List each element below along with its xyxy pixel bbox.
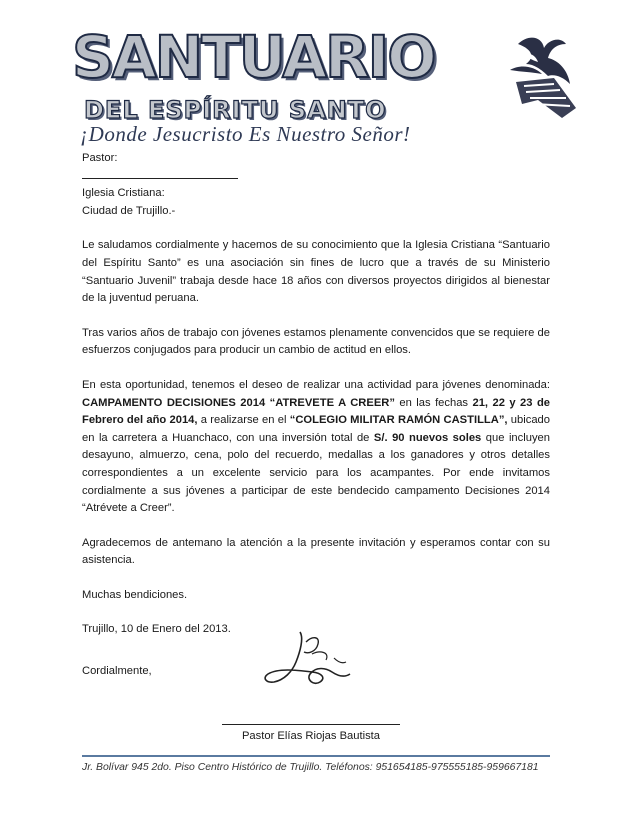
letter-date: Trujillo, 10 de Enero del 2013. [82, 623, 231, 636]
letter-body [82, 150, 550, 681]
event-dates: 21, 22 y 23 de Febrero del año 2014, [82, 396, 551, 427]
salutation-city: Ciudad de Trujillo.- [82, 204, 176, 217]
letterhead [0, 0, 638, 150]
signature-line [222, 724, 400, 725]
event-venue: “COLEGIO MILITAR RAMÓN CASTILLA”, [289, 414, 508, 427]
handwritten-signature [260, 628, 356, 700]
event-cost: S/. 90 nuevos soles [373, 431, 482, 444]
dove-flame-icon [504, 30, 584, 122]
letter-closing: Cordialmente, [82, 665, 152, 678]
name-blank-line [82, 168, 550, 186]
footer-address: Jr. Bolívar 945 2do. Piso Centro Histórico de Trujillo. Teléfonos: 951654185-975555185-959667181 [82, 762, 539, 773]
salutation-pastor: Pastor: [82, 152, 118, 164]
salutation-church: Iglesia Cristiana: [82, 187, 165, 200]
logo-title: SANTUARIO [72, 23, 435, 91]
logo-subtitle: DEL ESPÍRITU SANTO [84, 96, 387, 124]
logo-tagline: ¡Donde Jesucristo Es Nuestro Señor! [80, 122, 411, 146]
paragraph-thanks: Agradecemos de antemano la atención a la presente invitación y esperamos contar con su asistencia. [82, 536, 550, 567]
paragraph-blessings: Muchas bendiciones. [82, 588, 188, 601]
paragraph-event: En esta oportunidad, tenemos el deseo de realizar una actividad para jóvenes denominada: CAMPAMENTO DECISIONES 2014 “ATREVETE A CREER” en las fechas 21, 22 y 23 de Febrero del año 2014, a realizarse en el “COLEGIO MILITAR RAMÓN CASTILLA”, ubicado en la carretera a Huanchaco, con una inversión total de S/. 90 nuevos soles que incluyen desayuno, almuerzo, cena, polo del recuerdo, medallas a los ganadores y otros detalles correspondientes a un excelente servicio para los acampantes. Por ende invitamos cordialmente a sus jóvenes a participar de este bendecido campamento Decisiones 2014 “Atrévete a Creer”. [82, 378, 551, 515]
paragraph-intro: Le saludamos cordialmente y hacemos de su conocimiento que la Iglesia Cristiana “Santuario del Espíritu Santo” es una asociación sin fines de lucro que a través de su Ministerio “Santuario Juvenil” trabaja desde hace 18 años con diversos proyectos dirigidos al bienestar de la juventud peruana. [82, 239, 550, 305]
event-name: CAMPAMENTO DECISIONES 2014 “ATREVETE A CREER” [82, 396, 395, 409]
paragraph-experience: Tras varios años de trabajo con jóvenes estamos plenamente convencidos que se requiere de esfuerzos conjugados para producir un cambio de actitud en ellos. [82, 326, 550, 357]
footer-divider [82, 755, 550, 757]
signer-name: Pastor Elías Riojas Bautista [241, 730, 381, 742]
